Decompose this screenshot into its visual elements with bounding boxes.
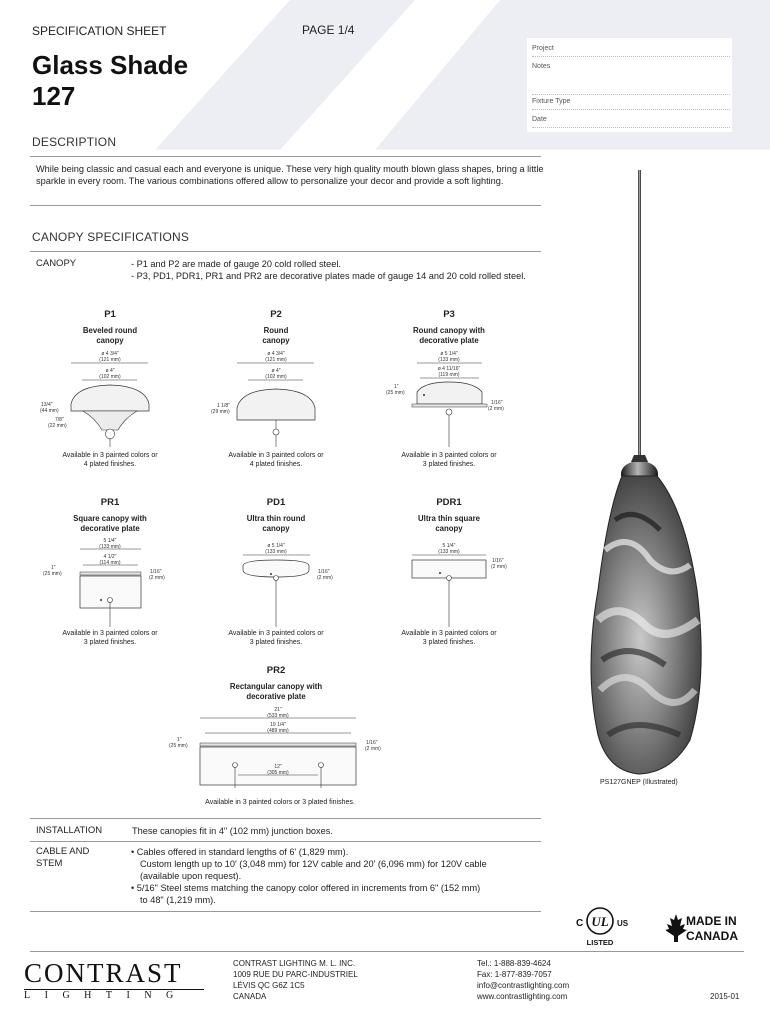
canopy-pdr1-drawing [374,538,524,628]
dim-label: (489 mm) [267,728,289,734]
dim-label: 1" [394,384,399,390]
logo-subtitle: LIGHTING [24,990,188,1001]
canopy-specs-heading: CANOPY SPECIFICATIONS [32,230,190,244]
title-line-1: Glass Shade [32,50,189,80]
divider [30,156,541,157]
address-line: 1009 RUE DU PARC-INDUSTRIEL [233,970,358,979]
cable-text-line: Custom length up to 10' (3,048 mm) for 12V cable and 20' (6,096 mm) for 120V cable [140,859,487,869]
project-field[interactable]: Project [532,45,730,57]
cert-listed-text: LISTED [586,938,614,947]
address-line: CONTRAST LIGHTING M. L. INC. [233,959,356,968]
installation-label: INSTALLATION [36,825,103,836]
dim-label: (25 mm) [43,571,62,577]
dim-label: 5 1/4" [103,538,117,544]
canopy-name: Rectangular canopy with decorative plate [229,682,323,701]
canopy-p2-header [201,309,351,346]
dim-label: (2 mm) [317,575,333,581]
canopy-code: PR2 [266,665,286,676]
canopy-code: PD1 [266,497,286,508]
cable-text-line: • 5/16" Steel stems matching the canopy color offered in increments from 6" (152 mm) [131,883,481,893]
dim-label: 12" [274,764,282,770]
dim-label: (102 mm) [99,374,121,380]
canopy-pdr1-header [374,497,524,534]
canopy-availability [35,629,185,647]
page-number: PAGE 1/4 [302,23,355,37]
dim-label: (114 mm) [99,560,121,566]
dim-label: ø 4" [105,368,115,374]
canopy-bullet: - P3, PD1, PDR1, PR1 and PR2 are decorative plates made of gauge 14 and 20 cold rolled steel. [131,271,526,281]
dim-label: ø 4 3/4" [267,351,285,357]
canopy-pr1-drawing [35,538,185,628]
made-in-text: MADE IN [686,914,737,928]
canopy-pr2-header [201,665,351,702]
canopy-availability [35,451,185,469]
dim-label: (533 mm) [267,713,289,719]
dim-label: (2 mm) [491,564,507,570]
availability-text: Available in 3 painted colors or 3 plated finishes. [228,630,324,646]
dim-label: 1/16" [366,740,378,746]
notes-field[interactable]: Notes [532,63,730,95]
dim-label: 1 1/8" [217,403,230,409]
dim-label: (133 mm) [438,549,460,555]
contrast-lighting-logo [24,958,206,1002]
product-caption: PS127GNEP (Illustrated) [600,779,678,786]
dim-label: (133 mm) [265,549,287,555]
availability-text: Available in 3 painted colors or 4 plated finishes. [228,452,324,468]
dim-label: (305 mm) [267,770,289,776]
dim-label: (2 mm) [365,746,381,752]
cable-text-line: to 48" (1,219 mm). [140,895,216,905]
canopy-name: Ultra thin square canopy [418,514,480,533]
canopy-availability: Available in 3 painted colors or 3 plated finishes. [205,799,355,806]
canopy-label: CANOPY [36,258,77,269]
dim-label: 7/8" [55,417,64,423]
canopy-code: P1 [104,309,116,320]
dim-label: (121 mm) [265,357,287,363]
footer-divider [30,951,744,952]
cul-listed-mark [572,905,634,949]
dim-label: ø 5 1/4" [440,351,458,357]
cable-stem-label [36,846,89,870]
canada-text: CANADA [686,929,738,943]
address-line: CANADA [233,992,267,1001]
canopy-name: Beveled round canopy [82,326,138,345]
dim-label: 1/16" [492,558,504,564]
dim-label: 5 1/4" [442,543,456,549]
canopy-name: Square canopy with decorative plate [73,514,147,533]
canopy-pr1-header [35,497,185,534]
canopy-p3-header [374,309,524,346]
description-text: While being classic and casual each and everyone is unique. These very high quality mouth blown glass shapes, bring a little sparkle in every room. The various combinations offered allow to personalize your decor and provide a soft lighting. [36,164,544,186]
availability-text: Available in 3 painted colors or 3 plated finishes. [62,630,158,646]
canopy-pr2-drawing [160,706,400,796]
canopy-code: PDR1 [436,497,462,508]
canopy-code: P3 [443,309,455,320]
divider [30,841,541,842]
divider [30,251,541,252]
fixture-type-field[interactable]: Fixture Type [532,98,730,110]
divider [30,911,541,912]
dim-label: 19 1/4" [270,722,286,728]
fax-line: Fax: 1-877-839-7057 [477,970,552,979]
canopy-availability [374,629,524,647]
canopy-p2-drawing [201,348,351,448]
canopy-pd1-drawing [201,538,351,628]
canopy-p1-header [35,309,185,346]
dim-label: 1/16" [491,400,503,406]
description-heading: DESCRIPTION [32,135,117,149]
canopy-name: Ultra thin round canopy [246,514,306,533]
canopy-availability [201,629,351,647]
canopy-name: Round canopy with decorative plate [413,326,485,345]
dim-label: 1" [51,565,56,571]
cable-label-line: CABLE AND [36,846,90,857]
product-title [32,50,188,112]
dim-label: (121 mm) [99,357,121,363]
availability-text: Available in 3 painted colors or 3 plated finishes. [401,452,497,468]
canopy-material-list [131,258,531,282]
cable-stem-text [131,846,541,906]
canopy-pd1-header [201,497,351,534]
dim-label: 4 1/2" [103,554,117,560]
ul-logo-text: UL [591,914,609,929]
cert-c-text: C [576,918,584,929]
cable-text-line: • Cables offered in standard lengths of 6' (1,829 mm). [131,847,349,857]
company-contact [477,958,569,1002]
canopy-availability [374,451,524,469]
dim-label: (25 mm) [169,743,188,749]
dim-label: (22 mm) [48,423,67,429]
dim-label: 1" [177,737,182,743]
dim-label: (133 mm) [99,544,121,550]
divider [30,205,541,206]
divider [30,818,541,819]
website-link[interactable]: www.contrastlighting.com [477,992,568,1001]
availability-text: Available in 3 painted colors or 4 plated finishes. [62,452,158,468]
canopy-p3-drawing [374,348,524,448]
canopy-name: Round canopy [262,326,290,345]
canopy-availability [201,451,351,469]
canopy-bullet: - P1 and P2 are made of gauge 20 cold rolled steel. [131,259,341,269]
cert-us-text: US [617,919,629,928]
dim-label: (29 mm) [211,409,230,415]
logo-wordmark: CONTRAST [24,958,183,988]
dim-label: 13/4" [41,402,53,408]
dim-label: (25 mm) [386,390,405,396]
made-in-canada-badge [666,910,738,946]
dim-label: 1/16" [150,569,162,575]
dim-label: (44 mm) [40,408,59,414]
dim-label: ø 5 1/4" [267,543,285,549]
dim-label: ø 4 11/16" [437,366,461,372]
dim-label: (102 mm) [265,374,287,380]
company-address [233,958,358,1002]
dim-label: ø 4 3/4" [101,351,119,357]
pendant-product-image [590,170,715,775]
installation-text: These canopies fit in 4" (102 mm) junction boxes. [132,826,333,836]
spec-sheet-label: SPECIFICATION SHEET [32,24,167,38]
dim-label: 21" [274,707,282,713]
date-field[interactable]: Date [532,116,730,128]
dim-label: (2 mm) [488,406,504,412]
canopy-p1-drawing [35,348,185,448]
canopy-code: P2 [270,309,282,320]
canopy-code: PR1 [100,497,120,508]
address-line: LÉVIS QC G6Z 1C5 [233,981,305,990]
dim-label: (119 mm) [438,372,460,378]
dim-label: ø 4" [271,368,281,374]
availability-text: Available in 3 painted colors or 3 plated finishes. [401,630,497,646]
dim-label: (133 mm) [438,357,460,363]
project-info-box [527,38,732,132]
cable-text-line: (available upon request). [140,871,242,881]
dim-label: 1/16" [318,569,330,575]
email-link[interactable]: info@contrastlighting.com [477,981,570,990]
title-line-2: 127 [32,81,76,111]
cable-label-line: STEM [36,858,63,869]
revision-date: 2015-01 [710,992,740,1001]
dim-label: (2 mm) [149,575,165,581]
phone-line: Tel.: 1-888-839-4624 [477,959,551,968]
